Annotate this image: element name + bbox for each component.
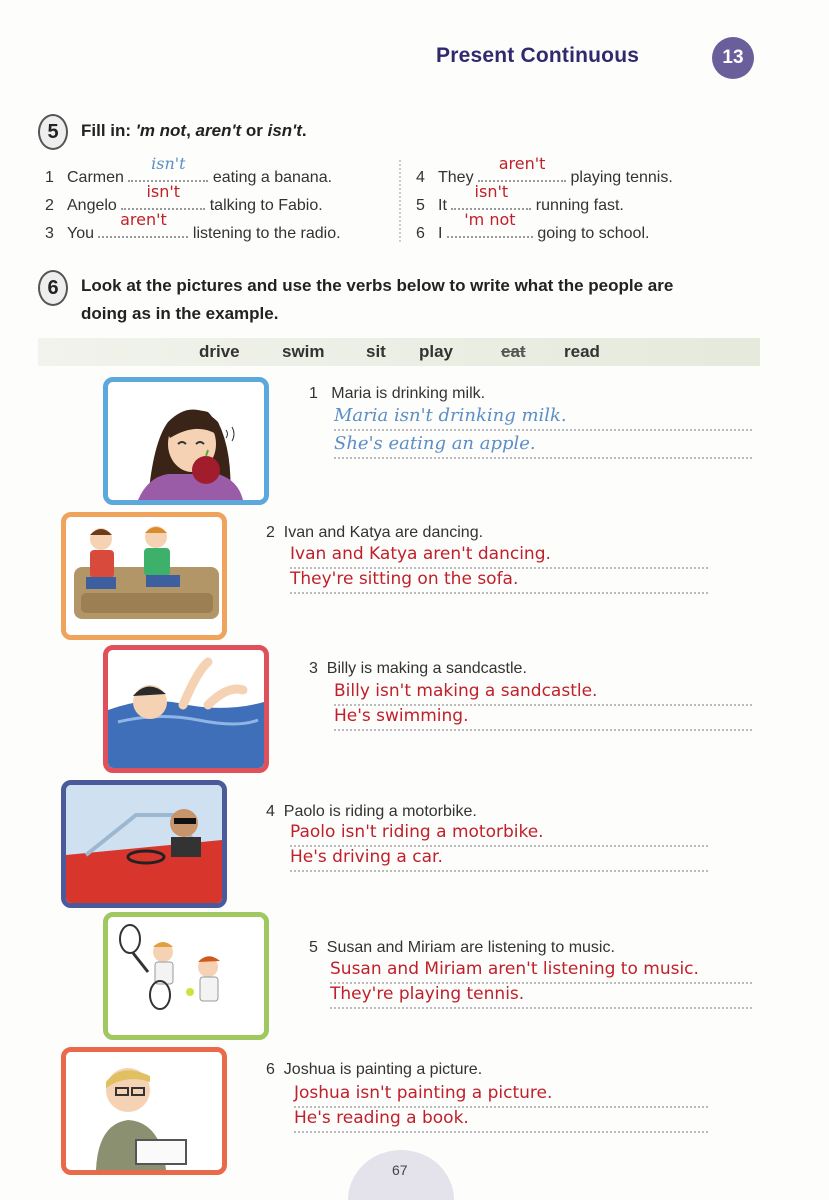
ex6-item-5-answer-line2[interactable]: They're playing tennis.: [330, 981, 752, 1009]
picture-tennis: [103, 912, 269, 1040]
ex6-item-2-answer-line1[interactable]: Ivan and Katya aren't dancing.: [290, 541, 708, 569]
verb-play: play: [419, 342, 454, 361]
item-number: 2: [266, 524, 275, 541]
item-number: 2: [45, 197, 54, 214]
page-number: 67: [392, 1162, 408, 1178]
picture-sofa: [61, 512, 227, 640]
answer-text: isn't: [151, 154, 186, 173]
unit-badge: 13: [712, 37, 754, 79]
exercise-5-instruction: [81, 121, 307, 141]
item-number: 1: [45, 169, 54, 186]
item-number: 3: [309, 660, 318, 677]
exercise-6-instruction-line1: Look at the pictures and use the verbs below to write what the people are: [81, 276, 674, 295]
ex6-item-2-prompt: [266, 524, 483, 542]
picture-swimming: [103, 645, 269, 773]
ex5-item-6: [416, 210, 673, 246]
item-number: 3: [45, 225, 54, 242]
answer-text: aren't: [120, 210, 167, 229]
option-isnt: isn't: [267, 121, 302, 140]
ex6-item-5-answer-line1[interactable]: Susan and Miriam aren't listening to music.: [330, 956, 752, 984]
item-prompt: Susan and Miriam are listening to music.: [326, 939, 615, 956]
driving-illustration: [66, 785, 222, 903]
item-number: 5: [416, 197, 425, 214]
option-mnot: 'm not: [135, 121, 187, 140]
item-number: 6: [416, 225, 425, 242]
instruction-prefix: Fill in:: [81, 121, 136, 140]
verb-eat: eat: [501, 342, 526, 361]
item-number: 4: [266, 803, 275, 820]
item-before: Carmen: [67, 169, 124, 186]
column-divider: [399, 160, 401, 242]
answer-text: isn't: [146, 182, 181, 201]
item-number: 4: [416, 169, 425, 186]
verb-swim: swim: [282, 342, 325, 361]
ex6-item-4-answer-line1[interactable]: Paolo isn't riding a motorbike.: [290, 819, 708, 847]
sofa-illustration: [66, 517, 222, 635]
answer-blank[interactable]: [98, 210, 188, 238]
ex6-item-6-prompt: [266, 1061, 482, 1079]
option-arent: aren't: [195, 121, 242, 140]
item-prompt: Paolo is riding a motorbike.: [283, 803, 477, 820]
tennis-illustration: [108, 917, 264, 1035]
item-prompt: Billy is making a sandcastle.: [326, 660, 527, 677]
ex6-item-5-prompt: [309, 939, 615, 957]
separator: .: [301, 121, 307, 140]
exercise-5-number: 5: [38, 114, 68, 150]
item-after: going to school.: [537, 225, 650, 242]
ex5-left-column: [45, 154, 341, 246]
item-prompt: Maria is drinking milk.: [331, 385, 486, 402]
ex6-item-2-answer-line2[interactable]: They're sitting on the sofa.: [290, 566, 708, 594]
verb-sit: sit: [366, 342, 386, 361]
picture-maria: [103, 377, 269, 505]
item-after: listening to the radio.: [192, 225, 341, 242]
item-number: 1: [309, 385, 318, 402]
ex6-item-6-answer-line2[interactable]: He's reading a book.: [294, 1105, 708, 1133]
item-number: 5: [309, 939, 318, 956]
ex5-item-2: [45, 182, 341, 218]
item-number: 6: [266, 1061, 275, 1078]
exercise-6-number: 6: [38, 270, 68, 306]
reading-illustration: [66, 1052, 222, 1170]
ex6-item-3-prompt: [309, 660, 527, 678]
item-before: Angelo: [67, 197, 117, 214]
ex6-item-1-answer-line1[interactable]: Maria isn't drinking milk.: [334, 403, 752, 431]
picture-reading: [61, 1047, 227, 1175]
ex6-item-4-answer-line2[interactable]: He's driving a car.: [290, 844, 708, 872]
item-before: You: [67, 225, 94, 242]
exercise-6-instruction-line2: doing as in the example.: [81, 304, 279, 323]
ex5-right-column: [416, 154, 673, 246]
ex6-item-6-answer-line1[interactable]: Joshua isn't painting a picture.: [294, 1080, 708, 1108]
ex6-item-1-answer-line2[interactable]: She's eating an apple.: [334, 431, 752, 459]
picture-driving: [61, 780, 227, 908]
page-title: Present Continuous: [436, 44, 640, 67]
ex6-item-3-answer-line1[interactable]: Billy isn't making a sandcastle.: [334, 678, 752, 706]
separator: ,: [186, 121, 196, 140]
answer-text: aren't: [498, 154, 546, 173]
item-before: They: [438, 169, 474, 186]
girl-apple-illustration: [108, 382, 264, 500]
answer-text: 'm not: [464, 210, 516, 229]
ex6-item-1-prompt: [309, 385, 485, 403]
verb-band: [38, 338, 760, 366]
verb-read: read: [564, 342, 600, 361]
item-after: talking to Fabio.: [209, 197, 323, 214]
item-after: playing tennis.: [570, 169, 673, 186]
verb-drive: drive: [199, 342, 240, 361]
item-after: running fast.: [535, 197, 624, 214]
item-after: eating a banana.: [212, 169, 333, 186]
item-prompt: Ivan and Katya are dancing.: [283, 524, 484, 541]
ex6-item-3-answer-line2[interactable]: He's swimming.: [334, 703, 752, 731]
answer-text: isn't: [474, 182, 509, 201]
item-before: It: [438, 197, 447, 214]
item-prompt: Joshua is painting a picture.: [283, 1061, 483, 1078]
separator: or: [241, 121, 268, 140]
swimming-illustration: [108, 650, 264, 768]
answer-blank[interactable]: [447, 210, 533, 238]
ex5-item-3: [45, 210, 341, 246]
item-before: I: [438, 225, 443, 242]
